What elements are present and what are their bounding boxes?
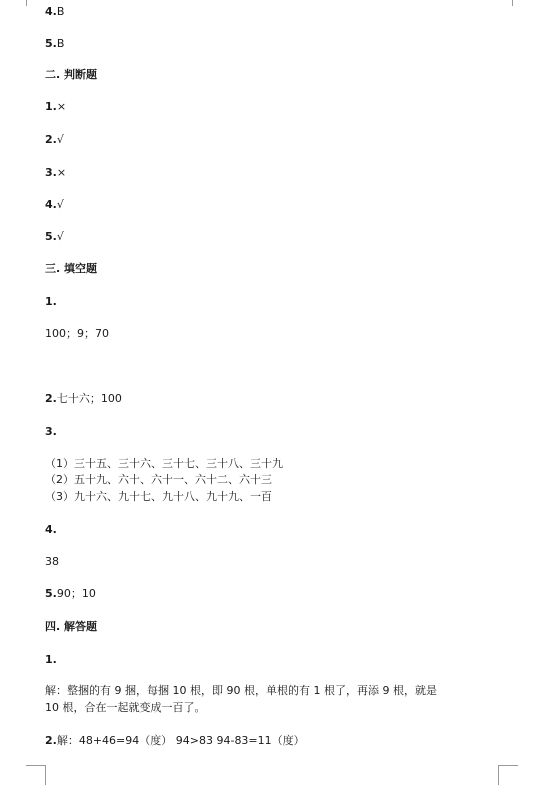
solve-answer-2: 2.解：48+46=94（度） 94>83 94-83=11（度） xyxy=(45,734,305,747)
section-heading-solve: 四. 解答题 xyxy=(45,620,98,633)
solve-answer-1-line-1: 解：整捆的有 9 捆，每捆 10 根，即 90 根，单根的有 1 根了，再添 9 根，就是 xyxy=(45,684,437,697)
choice-answer-4: 4.B xyxy=(45,5,65,18)
fill-blank-answer-3-part-1: （1）三十五、三十六、三十七、三十八、三十九 xyxy=(45,457,283,470)
corner-mark-top-right xyxy=(512,0,513,6)
judgment-answer-4: 4.√ xyxy=(45,198,64,211)
corner-mark-bottom-left-v xyxy=(45,765,46,785)
solve-number-1: 1. xyxy=(45,653,57,666)
corner-mark-bottom-right-v xyxy=(498,765,499,785)
fill-blank-answer-4: 38 xyxy=(45,555,59,568)
corner-mark-bottom-left-h xyxy=(26,765,46,766)
solve-answer-1-line-2: 10 根，合在一起就变成一百了。 xyxy=(45,701,206,714)
fill-blank-number-3: 3. xyxy=(45,425,57,438)
section-heading-fill-blank: 三. 填空题 xyxy=(45,262,98,275)
fill-blank-answer-3-part-3: （3）九十六、九十七、九十八、九十九、一百 xyxy=(45,490,272,503)
fill-blank-answer-3-part-2: （2）五十九、六十、六十一、六十二、六十三 xyxy=(45,473,272,486)
judgment-answer-2: 2.√ xyxy=(45,133,64,146)
judgment-answer-3: 3.× xyxy=(45,166,67,179)
fill-blank-answer-5: 5.90；10 xyxy=(45,587,96,600)
judgment-answer-5: 5.√ xyxy=(45,230,64,243)
corner-mark-bottom-right-h xyxy=(498,765,518,766)
fill-blank-answer-1: 100；9；70 xyxy=(45,327,109,340)
fill-blank-answer-2: 2.七十六；100 xyxy=(45,392,122,405)
fill-blank-number-1: 1. xyxy=(45,295,57,308)
fill-blank-number-4: 4. xyxy=(45,523,57,536)
section-heading-judgment: 二. 判断题 xyxy=(45,68,98,81)
corner-mark-top-left xyxy=(26,0,27,6)
judgment-answer-1: 1.× xyxy=(45,100,67,113)
choice-answer-5: 5.B xyxy=(45,37,65,50)
